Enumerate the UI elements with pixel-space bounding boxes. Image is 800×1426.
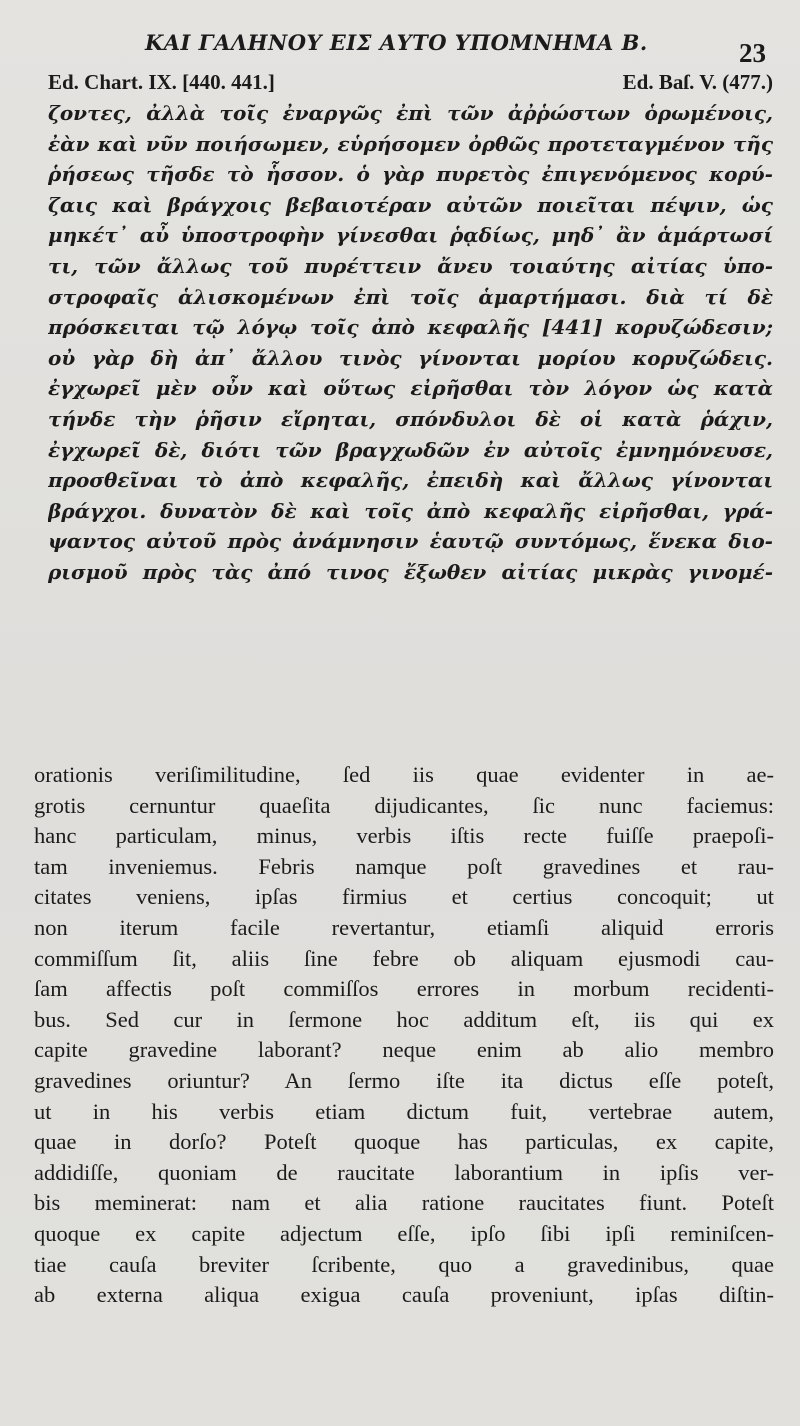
latin-line: addidiſſe, quoniam de raucitate laborantium in ipſis ver- xyxy=(34,1159,774,1185)
latin-line: gravedines oriuntur? An ſermo iſte ita dictus eſſe poteſt, xyxy=(34,1067,774,1093)
running-head xyxy=(0,30,800,70)
latin-line: orationis veriſimilitudine, ſed iis quae evidenter in ae- xyxy=(34,762,774,787)
greek-line: τι, τῶν ἄλλως τοῦ πυρέττειν ἄνευ τοιαύτης αἰτίας ὑπο- xyxy=(48,253,773,278)
greek-line: ἐὰν καὶ νῦν ποιήσωμεν, εὑρήσομεν ὀρθῶς προτεταγμένον τῆς xyxy=(48,131,773,156)
latin-line: tiae cauſa breviter ſcribente, quo a gravedinibus, quae xyxy=(34,1251,774,1277)
greek-line: τήνδε τὴν ῥῆσιν εἴρηται, σπόνδυλοι δὲ οἱ κατὰ ῥάχιν, xyxy=(48,406,773,431)
latin-line: commiſſum ſit, aliis ſine febre ob aliquam ejusmodi cau- xyxy=(34,945,774,971)
edition-references xyxy=(48,70,773,98)
greek-line: βράγχοι. δυνατὸν δὲ καὶ τοῖς ἀπὸ κεφαλῆς εἰρῆσθαι, γρά- xyxy=(48,498,773,523)
greek-line: ῥήσεως τῆσδε τὸ ἧσσον. ὁ γὰρ πυρετὸς ἐπιγενόμενος κορύ- xyxy=(48,162,773,187)
greek-line: ψαντος αὐτοῦ πρὸς ἀνάμνησιν ἑαυτῷ συντόμως, ἕνεκα διο- xyxy=(48,529,773,554)
latin-line: quae in dorſo? Poteſt quoque has particulas, ex capite, xyxy=(34,1129,774,1155)
greek-line: στροφαῖς ἁλισκομένων ἐπὶ τοῖς ἁμαρτήμασι. διὰ τί δὲ xyxy=(48,284,773,309)
greek-line: ζοντες, ἀλλὰ τοῖς ἐναργῶς ἐπὶ τῶν ἀῤῥώστων ὁρωμένοις, xyxy=(48,101,773,125)
greek-line: ἐγχωρεῖ μὲν οὖν καὶ οὕτως εἰρῆσθαι τὸν λόγον ὡς κατὰ xyxy=(48,376,773,401)
greek-line: οὐ γὰρ δὴ ἀπ᾽ ἄλλου τινὸς γίνονται μορίου κορυζώδεις. xyxy=(48,345,773,370)
latin-line: non iterum facile revertantur, etiamſi aliquid erroris xyxy=(34,914,774,940)
greek-line: ρισμοῦ πρὸς τὰς ἀπό τινος ἔξωθεν αἰτίας μικρὰς γινομέ- xyxy=(48,559,773,584)
latin-line: capite gravedine laborant? neque enim ab alio membro xyxy=(34,1037,774,1063)
page-number: 23 xyxy=(739,38,766,68)
latin-line: bus. Sed cur in ſermone hoc additum eſt, iis qui ex xyxy=(34,1006,774,1032)
greek-line: ἐγχωρεῖ δὲ, διότι τῶν βραγχωδῶν ἐν αὐτοῖς ἐμνημόνευσε, xyxy=(48,437,773,462)
edition-basel: Ed. Baſ. V. (477.) xyxy=(622,70,773,94)
edition-chartier: Ed. Chart. IX. [440. 441.] xyxy=(48,70,275,94)
latin-line: ſam affectis poſt commiſſos errores in morbum recidenti- xyxy=(34,976,774,1002)
greek-text-block xyxy=(48,98,773,588)
latin-line: hanc particulam, minus, verbis iſtis recte fuiſſe praepoſi- xyxy=(34,823,774,849)
latin-line: ut in his verbis etiam dictum fuit, vertebrae autem, xyxy=(34,1098,774,1124)
running-title: ΚΑΙ ΓΑΛΗΝΟΥ ΕΙΣ ΑΥΤΟ ΥΠΟΜΝΗΜΑ Β. xyxy=(145,30,648,55)
greek-line: ζαις καὶ βράγχοις βεβαιοτέραν αὐτῶν ποιεῖται πέψιν, ὡς xyxy=(48,192,773,217)
latin-line: ab externa aliqua exigua cauſa proveniunt, ipſas diſtin- xyxy=(34,1282,774,1308)
latin-line: tam inveniemus. Febris namque poſt gravedines et rau- xyxy=(34,853,774,879)
greek-line: πρόσκειται τῷ λόγῳ τοῖς ἀπὸ κεφαλῆς [441] κορυζώδεσιν; xyxy=(48,315,773,340)
greek-line: προσθεῖναι τὸ ἀπὸ κεφαλῆς, ἐπειδὴ καὶ ἄλλως γίνονται xyxy=(48,468,773,493)
latin-line: grotis cernuntur quaeſita dijudicantes, ſic nunc faciemus: xyxy=(34,792,774,818)
latin-text-block xyxy=(34,760,774,1311)
latin-line: bis meminerat: nam et alia ratione raucitates fiunt. Poteſt xyxy=(34,1190,774,1216)
greek-line: μηκέτ᾽ αὖ ὑποστροφὴν γίνεσθαι ῥᾳδίως, μηδ᾽ ἂν ἁμάρτωσί xyxy=(48,223,773,248)
latin-line: citates veniens, ipſas firmius et certius concoquit; ut xyxy=(34,884,774,910)
latin-line: quoque ex capite adjectum eſſe, ipſo ſibi ipſi reminiſcen- xyxy=(34,1220,774,1246)
